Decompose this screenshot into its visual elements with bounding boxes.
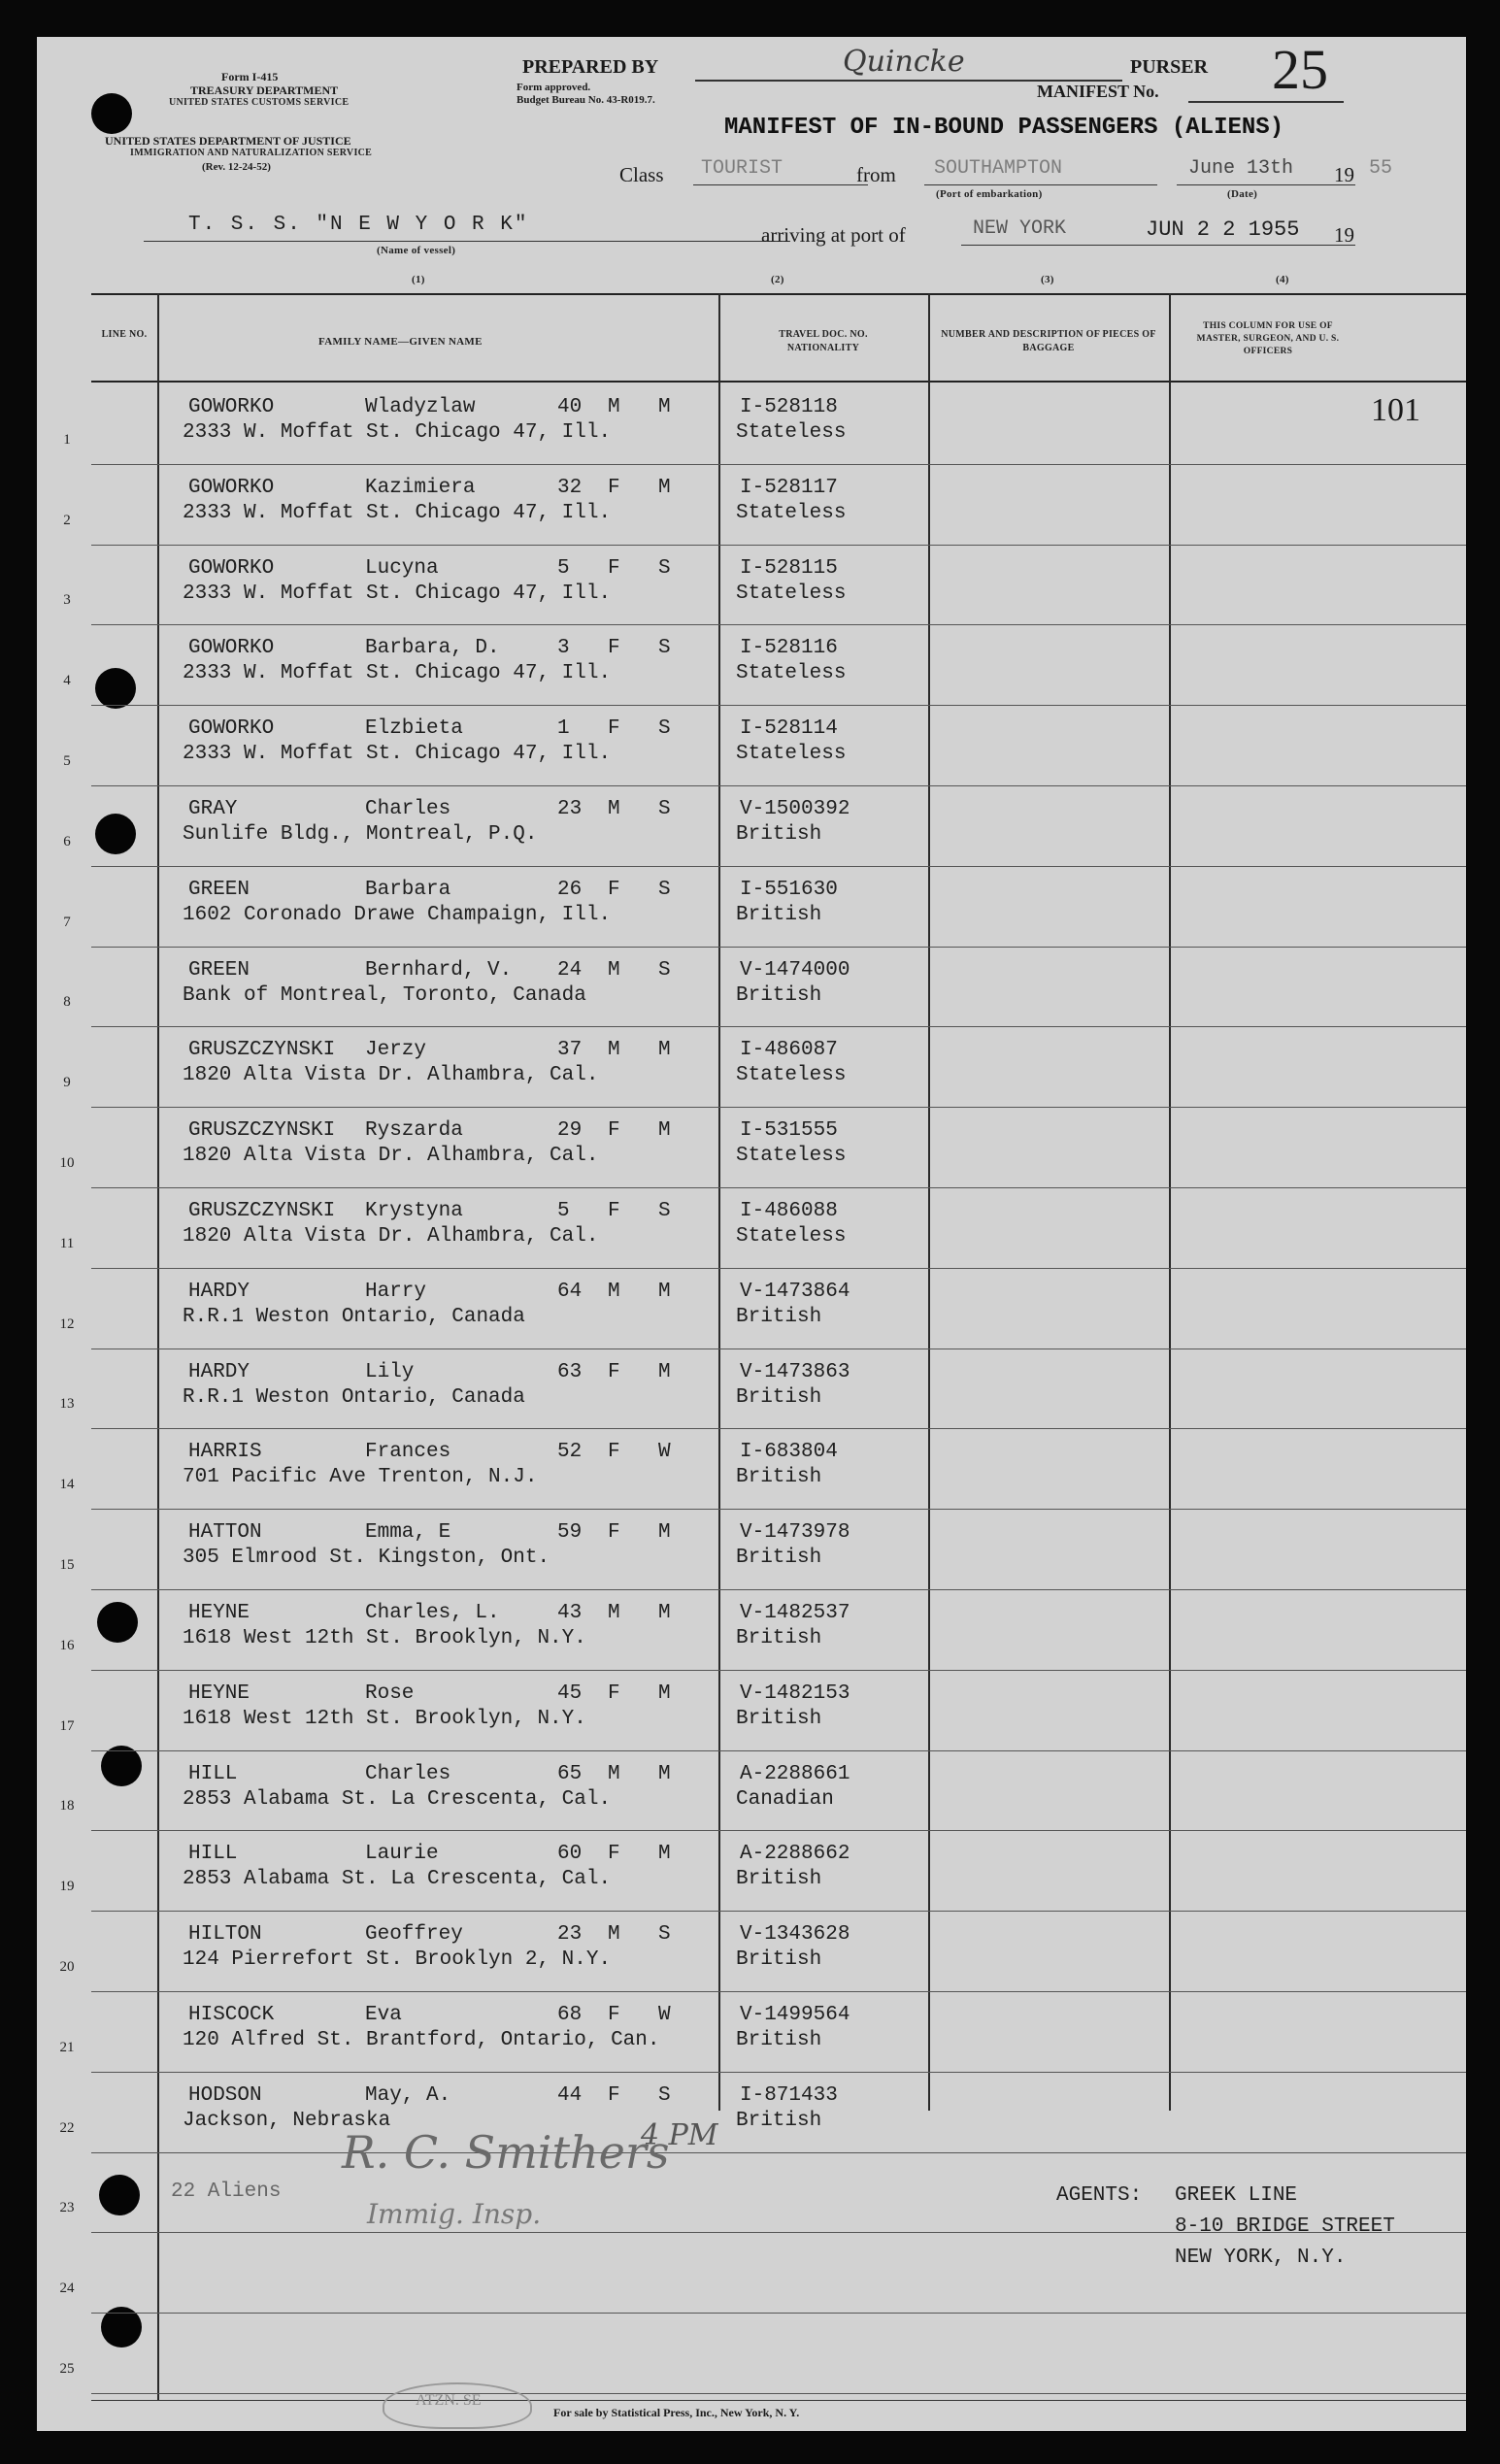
manifest-number: 25: [1272, 38, 1328, 101]
family-name: GOWORKO: [188, 717, 275, 741]
vessel-underline: [144, 241, 790, 242]
form-approved: Form approved.: [517, 82, 591, 93]
family-name: GOWORKO: [188, 556, 275, 580]
family-name: HEYNE: [188, 1682, 250, 1705]
header-baggage: NUMBER AND DESCRIPTION OF PIECES OF BAGGAGE: [941, 329, 1156, 353]
marital-status: M: [658, 1360, 671, 1383]
age: 63: [557, 1360, 583, 1383]
family-name: HILL: [188, 1762, 238, 1785]
age: 40: [557, 396, 583, 418]
page-stamp-number: 101: [1371, 392, 1420, 428]
table-row: [37, 1269, 1466, 1349]
prepared-by-label: PREPARED BY: [522, 56, 659, 78]
family-name: GOWORKO: [188, 396, 275, 418]
travel-doc-number: V-1499564: [740, 2004, 850, 2026]
address: 1820 Alta Vista Dr. Alhambra, Cal.: [183, 1225, 599, 1248]
inspector-signature: R. C. Smithers: [342, 2126, 670, 2179]
travel-doc-number: A-2288662: [740, 1843, 850, 1866]
family-name: HODSON: [188, 2083, 262, 2107]
nationality: Stateless: [736, 1064, 847, 1087]
marital-status: W: [658, 2004, 671, 2026]
address: 701 Pacific Ave Trenton, N.J.: [183, 1466, 538, 1489]
header-officers: THIS COLUMN FOR USE OF MASTER, SURGEON, AND U. S. OFFICERS: [1196, 321, 1340, 356]
travel-doc-number: V-1343628: [740, 1923, 850, 1947]
sex: F: [608, 1843, 620, 1866]
marital-status: S: [658, 2083, 671, 2107]
address: 305 Elmrood St. Kingston, Ont.: [183, 1547, 550, 1570]
family-name: GREEN: [188, 958, 250, 982]
marital-status: W: [658, 1441, 671, 1464]
marital-status: S: [658, 556, 671, 580]
nationality: British: [736, 2029, 822, 2051]
sex: M: [608, 1923, 620, 1947]
family-name: GREEN: [188, 878, 250, 901]
marital-status: S: [658, 1923, 671, 1947]
family-name: HILL: [188, 1843, 238, 1866]
line-number: 13: [59, 1396, 75, 1413]
table-row: [37, 1912, 1466, 1992]
table-row: [37, 867, 1466, 948]
line-number: 18: [59, 1798, 75, 1815]
line-number: 9: [63, 1075, 71, 1091]
sex: M: [608, 1762, 620, 1785]
nationality: British: [736, 1547, 822, 1570]
given-name: Rose: [365, 1682, 415, 1705]
arrival-year-prefix: 19: [1334, 223, 1354, 247]
line-number: 5: [63, 752, 71, 769]
table-row: [37, 1831, 1466, 1912]
line-number: 24: [59, 2281, 75, 2297]
travel-doc-number: I-551630: [740, 878, 838, 901]
nationality: Stateless: [736, 501, 847, 524]
given-name: Charles, L.: [365, 1602, 500, 1624]
address: 1820 Alta Vista Dr. Alhambra, Cal.: [183, 1064, 599, 1087]
age: 23: [557, 1923, 583, 1947]
table-row: [37, 546, 1466, 626]
nationality: Stateless: [736, 582, 847, 605]
form-revision: (Rev. 12-24-52): [202, 161, 271, 173]
sex: M: [608, 1280, 620, 1303]
sex: M: [608, 798, 620, 820]
line-number: 17: [59, 1717, 75, 1734]
marital-status: S: [658, 958, 671, 982]
sex: F: [608, 1682, 620, 1705]
line-number: 22: [59, 2119, 75, 2136]
age: 43: [557, 1602, 583, 1624]
line-number: 23: [59, 2200, 75, 2216]
travel-doc-number: I-528117: [740, 476, 838, 499]
age: 44: [557, 2083, 583, 2107]
given-name: Geoffrey: [365, 1923, 463, 1947]
embarkation-port: SOUTHAMPTON: [934, 157, 1063, 180]
travel-doc-number: I-486087: [740, 1039, 838, 1062]
sex: F: [608, 476, 620, 499]
line-number: 16: [59, 1637, 75, 1653]
travel-doc-number: A-2288661: [740, 1762, 850, 1785]
family-name: HATTON: [188, 1521, 262, 1545]
table-row: [37, 625, 1466, 706]
age: 23: [557, 798, 583, 820]
given-name: Barbara: [365, 878, 451, 901]
sex: F: [608, 2083, 620, 2107]
age: 59: [557, 1521, 583, 1545]
given-name: Ryszarda: [365, 1119, 463, 1143]
manifest-no-line: [1188, 101, 1344, 103]
family-name: GRAY: [188, 798, 238, 820]
table-row: [37, 706, 1466, 786]
line-number: 15: [59, 1556, 75, 1573]
column-number-4: (4): [1276, 274, 1289, 285]
arrival-underline: [961, 245, 1355, 246]
signature-subtitle: Immig. Insp.: [367, 2198, 542, 2230]
arrival-date-stamp: JUN 2 2 1955: [1146, 217, 1300, 242]
manifest-no-label: MANIFEST No.: [1037, 82, 1159, 101]
family-name: HILTON: [188, 1923, 262, 1947]
given-name: Charles: [365, 798, 451, 820]
marital-status: M: [658, 1602, 671, 1624]
travel-doc-number: I-871433: [740, 2083, 838, 2107]
address: 1618 West 12th St. Brooklyn, N.Y.: [183, 1707, 586, 1730]
family-name: GOWORKO: [188, 637, 275, 660]
sex: F: [608, 878, 620, 901]
sex: F: [608, 1360, 620, 1383]
address: 2333 W. Moffat St. Chicago 47, Ill.: [183, 662, 612, 685]
address: 2333 W. Moffat St. Chicago 47, Ill.: [183, 582, 612, 605]
nationality: British: [736, 1868, 822, 1891]
given-name: Barbara, D.: [365, 637, 500, 660]
printer-footer: For sale by Statistical Press, Inc., New York, N. Y.: [553, 2406, 800, 2419]
sex: F: [608, 717, 620, 741]
family-name: GRUSZCZYNSKI: [188, 1039, 336, 1062]
travel-doc-number: V-1500392: [740, 798, 850, 820]
line-number: 1: [63, 431, 71, 448]
marital-status: M: [658, 1280, 671, 1303]
table-row: [37, 1751, 1466, 1832]
address: 1602 Coronado Drawe Champaign, Ill.: [183, 903, 612, 926]
marital-status: S: [658, 637, 671, 660]
nationality: British: [736, 1305, 822, 1328]
nationality: Stateless: [736, 1225, 847, 1248]
table-row: [37, 1590, 1466, 1671]
age: 32: [557, 476, 583, 499]
sex: M: [608, 1602, 620, 1624]
budget-bureau: Budget Bureau No. 43-R019.7.: [517, 94, 655, 106]
year-suffix: 55: [1369, 157, 1393, 180]
family-name: HEYNE: [188, 1602, 250, 1624]
table-row: [37, 2314, 1466, 2394]
family-name: GRUSZCZYNSKI: [188, 1200, 336, 1222]
sex: F: [608, 1521, 620, 1545]
header-line-no: LINE NO.: [101, 329, 148, 340]
line-number: 2: [63, 512, 71, 528]
line-number: 12: [59, 1315, 75, 1332]
given-name: Frances: [365, 1441, 451, 1464]
given-name: Charles: [365, 1762, 451, 1785]
sex: F: [608, 1441, 620, 1464]
nationality: British: [736, 1627, 822, 1649]
age: 60: [557, 1843, 583, 1866]
vessel-name: T. S. S. "N E W Y O R K": [188, 214, 529, 236]
travel-doc-number: V-1473864: [740, 1280, 850, 1303]
embarkation-date: June 13th: [1188, 157, 1294, 180]
header-travel-doc: TRAVEL DOC. NO. NATIONALITY: [779, 329, 868, 353]
manifest-page: [37, 37, 1466, 2431]
line-number: 21: [59, 2039, 75, 2055]
marital-status: M: [658, 1762, 671, 1785]
sex: F: [608, 1119, 620, 1143]
nationality: British: [736, 1707, 822, 1730]
date-underline: [1177, 184, 1355, 185]
travel-doc-number: I-486088: [740, 1200, 838, 1222]
column-number-1: (1): [412, 274, 425, 285]
address: R.R.1 Weston Ontario, Canada: [183, 1305, 525, 1328]
age: 64: [557, 1280, 583, 1303]
age: 24: [557, 958, 583, 982]
sex: F: [608, 556, 620, 580]
address: 2853 Alabama St. La Crescenta, Cal.: [183, 1787, 612, 1811]
year-prefix: 19: [1334, 163, 1354, 186]
family-name: GRUSZCZYNSKI: [188, 1119, 336, 1143]
marital-status: M: [658, 1521, 671, 1545]
sex: F: [608, 1200, 620, 1222]
address: 120 Alfred St. Brantford, Ontario, Can.: [183, 2029, 660, 2051]
nationality: British: [736, 1948, 822, 1972]
given-name: Wladyzlaw: [365, 396, 476, 418]
given-name: Kazimiera: [365, 476, 476, 499]
arriving-label: arriving at port of: [761, 223, 906, 247]
family-name: HARDY: [188, 1280, 250, 1303]
nationality: Stateless: [736, 743, 847, 766]
given-name: Jerzy: [365, 1039, 427, 1062]
address: Jackson, Nebraska: [183, 2109, 391, 2132]
table-row: [37, 2073, 1466, 2153]
column-number-2: (2): [771, 274, 784, 285]
table-top-border: [91, 293, 1466, 295]
age: 68: [557, 2004, 583, 2026]
table-row: [37, 1992, 1466, 2073]
address: R.R.1 Weston Ontario, Canada: [183, 1385, 525, 1409]
class-label: Class: [619, 163, 664, 186]
purser-label: PURSER: [1130, 56, 1209, 78]
family-name: GOWORKO: [188, 476, 275, 499]
marital-status: S: [658, 878, 671, 901]
age: 26: [557, 878, 583, 901]
given-name: Lucyna: [365, 556, 439, 580]
travel-doc-number: I-683804: [740, 1441, 838, 1464]
travel-doc-number: I-528114: [740, 717, 838, 741]
address: Sunlife Bldg., Montreal, P.Q.: [183, 823, 538, 846]
line-number: 19: [59, 1879, 75, 1895]
prepared-by-signature: Quincke: [843, 45, 965, 79]
line-number: 8: [63, 994, 71, 1011]
marital-status: S: [658, 717, 671, 741]
address: 2333 W. Moffat St. Chicago 47, Ill.: [183, 421, 612, 444]
table-row: [37, 1510, 1466, 1590]
age: 5: [557, 1200, 570, 1222]
travel-doc-number: V-1474000: [740, 958, 850, 982]
table-row: [37, 2233, 1466, 2314]
given-name: Eva: [365, 2004, 402, 2026]
line-number: 10: [59, 1154, 75, 1171]
nationality: British: [736, 823, 822, 846]
embarkation-port-caption: (Port of embarkation): [936, 188, 1043, 200]
table-row: [37, 1429, 1466, 1510]
age: 5: [557, 556, 570, 580]
vessel-caption: (Name of vessel): [377, 245, 456, 256]
nationality: British: [736, 1385, 822, 1409]
travel-doc-number: V-1473863: [740, 1360, 850, 1383]
line-number: 25: [59, 2360, 75, 2377]
class-underline: [693, 184, 868, 185]
travel-doc-number: I-528116: [740, 637, 838, 660]
sex: M: [608, 1039, 620, 1062]
marital-status: M: [658, 1682, 671, 1705]
given-name: Krystyna: [365, 1200, 463, 1222]
marital-status: M: [658, 1039, 671, 1062]
table-row: [37, 948, 1466, 1028]
line-number: 14: [59, 1477, 75, 1493]
table-header-bottom-border: [91, 381, 1466, 383]
header-name: FAMILY NAME—GIVEN NAME: [318, 336, 483, 348]
table-row: [37, 1108, 1466, 1188]
age: 1: [557, 717, 570, 741]
given-name: May, A.: [365, 2083, 451, 2107]
table-row: [37, 1671, 1466, 1751]
nationality: Stateless: [736, 662, 847, 685]
form-number: Form I-415: [221, 70, 279, 83]
sex: F: [608, 2004, 620, 2026]
line-number: 11: [59, 1235, 75, 1251]
marital-status: M: [658, 476, 671, 499]
given-name: Elzbieta: [365, 717, 463, 741]
marital-status: S: [658, 798, 671, 820]
column-number-3: (3): [1041, 274, 1054, 285]
nationality: British: [736, 983, 822, 1007]
customs-service: UNITED STATES CUSTOMS SERVICE: [169, 97, 350, 108]
table-row: [37, 384, 1466, 465]
nationality: British: [736, 2109, 822, 2132]
address: 2333 W. Moffat St. Chicago 47, Ill.: [183, 501, 612, 524]
travel-doc-number: I-528118: [740, 396, 838, 418]
table-row: [37, 1188, 1466, 1269]
immigration-service: IMMIGRATION AND NATURALIZATION SERVICE: [130, 148, 373, 158]
from-underline: [924, 184, 1157, 185]
given-name: Bernhard, V.: [365, 958, 513, 982]
given-name: Emma, E: [365, 1521, 451, 1545]
address: 2853 Alabama St. La Crescenta, Cal.: [183, 1868, 612, 1891]
manifest-title: MANIFEST OF IN-BOUND PASSENGERS (ALIENS): [724, 115, 1284, 141]
table-row: [37, 1027, 1466, 1108]
treasury-department: TREASURY DEPARTMENT: [190, 83, 339, 97]
justice-department: UNITED STATES DEPARTMENT OF JUSTICE: [105, 134, 351, 148]
age: 65: [557, 1762, 583, 1785]
given-name: Harry: [365, 1280, 427, 1303]
given-name: Laurie: [365, 1843, 439, 1866]
address: 124 Pierrefort St. Brooklyn 2, N.Y.: [183, 1948, 612, 1972]
family-name: HISCOCK: [188, 2004, 275, 2026]
travel-doc-number: V-1473978: [740, 1521, 850, 1545]
age: 37: [557, 1039, 583, 1062]
marital-status: S: [658, 1200, 671, 1222]
address: Bank of Montreal, Toronto, Canada: [183, 983, 586, 1007]
sex: M: [608, 958, 620, 982]
address: 1820 Alta Vista Dr. Alhambra, Cal.: [183, 1145, 599, 1168]
alien-total: 22 Aliens: [171, 2181, 282, 2203]
table-row: [37, 786, 1466, 867]
family-name: HARRIS: [188, 1441, 262, 1464]
arrival-port: NEW YORK: [973, 217, 1067, 240]
nationality: Stateless: [736, 1145, 847, 1168]
line-number: 7: [63, 914, 71, 930]
agents-label: AGENTS:: [1056, 2184, 1143, 2207]
row-divider: [91, 2393, 1466, 2394]
sex: F: [608, 637, 620, 660]
address: 1618 West 12th St. Brooklyn, N.Y.: [183, 1627, 586, 1649]
from-label: from: [856, 163, 896, 186]
line-number: 6: [63, 833, 71, 849]
marital-status: M: [658, 396, 671, 418]
marital-status: M: [658, 1843, 671, 1866]
age: 3: [557, 637, 570, 660]
agent-city: NEW YORK, N.Y.: [1175, 2247, 1347, 2269]
family-name: HARDY: [188, 1360, 250, 1383]
sex: M: [608, 396, 620, 418]
table-bottom-border: [91, 2400, 1466, 2401]
stamp-text: ATZN. SE: [416, 2392, 482, 2409]
nationality: Stateless: [736, 421, 847, 444]
signature-time: 4 PM: [641, 2118, 718, 2152]
class-value: TOURIST: [701, 157, 783, 180]
given-name: Lily: [365, 1360, 415, 1383]
line-number: 20: [59, 1958, 75, 1975]
travel-doc-number: I-528115: [740, 556, 838, 580]
line-number: 4: [63, 673, 71, 689]
age: 29: [557, 1119, 583, 1143]
agent-name: GREEK LINE: [1175, 2184, 1298, 2207]
nationality: British: [736, 1466, 822, 1489]
table-row: [37, 1349, 1466, 1430]
date-caption: (Date): [1227, 188, 1258, 200]
line-number: 3: [63, 592, 71, 609]
marital-status: M: [658, 1119, 671, 1143]
travel-doc-number: V-1482153: [740, 1682, 850, 1705]
travel-doc-number: I-531555: [740, 1119, 838, 1143]
age: 45: [557, 1682, 583, 1705]
age: 52: [557, 1441, 583, 1464]
address: 2333 W. Moffat St. Chicago 47, Ill.: [183, 743, 612, 766]
punch-hole: [91, 93, 132, 134]
agent-address: 8-10 BRIDGE STREET: [1175, 2215, 1395, 2238]
nationality: Canadian: [736, 1787, 834, 1811]
travel-doc-number: V-1482537: [740, 1602, 850, 1624]
table-row: [37, 465, 1466, 546]
nationality: British: [736, 903, 822, 926]
